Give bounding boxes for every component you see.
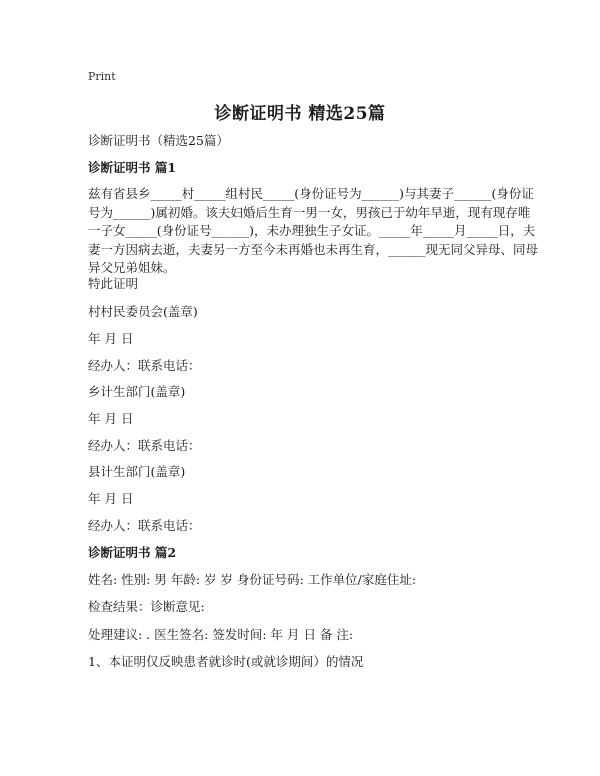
exam-result-line: 检查结果：诊断意见: bbox=[88, 599, 205, 614]
paragraph-line: 兹有省县乡_____村_____组村民_____(身份证号为______)与其妻子______(身份证 bbox=[88, 186, 534, 201]
page-title: 诊断证明书 精选25篇 bbox=[214, 104, 386, 124]
section1-paragraph bbox=[88, 185, 539, 278]
paragraph-line: 妻一方因病去逝，夫妻另一方至今未再婚也未再生育，______现无同父异母、同母 bbox=[88, 241, 539, 257]
section1-heading: 诊断证明书 篇1 bbox=[88, 160, 177, 175]
treatment-line: 处理建议: . 医生签名: 签发时间: 年 月 日 备 注: bbox=[88, 627, 354, 642]
township-seal: 乡计生部门(盖章) bbox=[88, 384, 186, 399]
paragraph-line: 一子女_____(身份证号______)，未办理独生子女证。_____年_____月_____日，夫 bbox=[88, 223, 536, 238]
date-line: 年 月 日 bbox=[88, 491, 134, 506]
contact-line: 经办人：联系电话： bbox=[88, 518, 201, 533]
document-subtitle: 诊断证明书（精选25篇） bbox=[88, 133, 229, 148]
date-line: 年 月 日 bbox=[88, 331, 134, 346]
date-line: 年 月 日 bbox=[88, 411, 134, 426]
village-committee-seal: 村村民委员会(盖章) bbox=[88, 304, 198, 319]
paragraph-line: 异父兄弟姐妹。 bbox=[88, 260, 176, 275]
contact-line: 经办人：联系电话： bbox=[88, 438, 201, 453]
paragraph-line: 号为______)属初婚。该夫妇婚后生育一男一女，男孩已于幼年早逝，现有现存唯 bbox=[88, 204, 531, 220]
note-line: 1、本证明仅反映患者就诊时(或就诊期间）的情况 bbox=[88, 654, 364, 669]
patient-info-line: 姓名: 性别: 男 年龄: 岁 岁 身份证号码: 工作单位/家庭住址: bbox=[88, 572, 417, 587]
section2-heading: 诊断证明书 篇2 bbox=[88, 545, 177, 560]
print-link[interactable]: Print bbox=[88, 70, 116, 83]
contact-line: 经办人：联系电话： bbox=[88, 358, 201, 373]
special-note: 特此证明 bbox=[88, 276, 139, 291]
county-seal: 县计生部门(盖章) bbox=[88, 464, 186, 479]
